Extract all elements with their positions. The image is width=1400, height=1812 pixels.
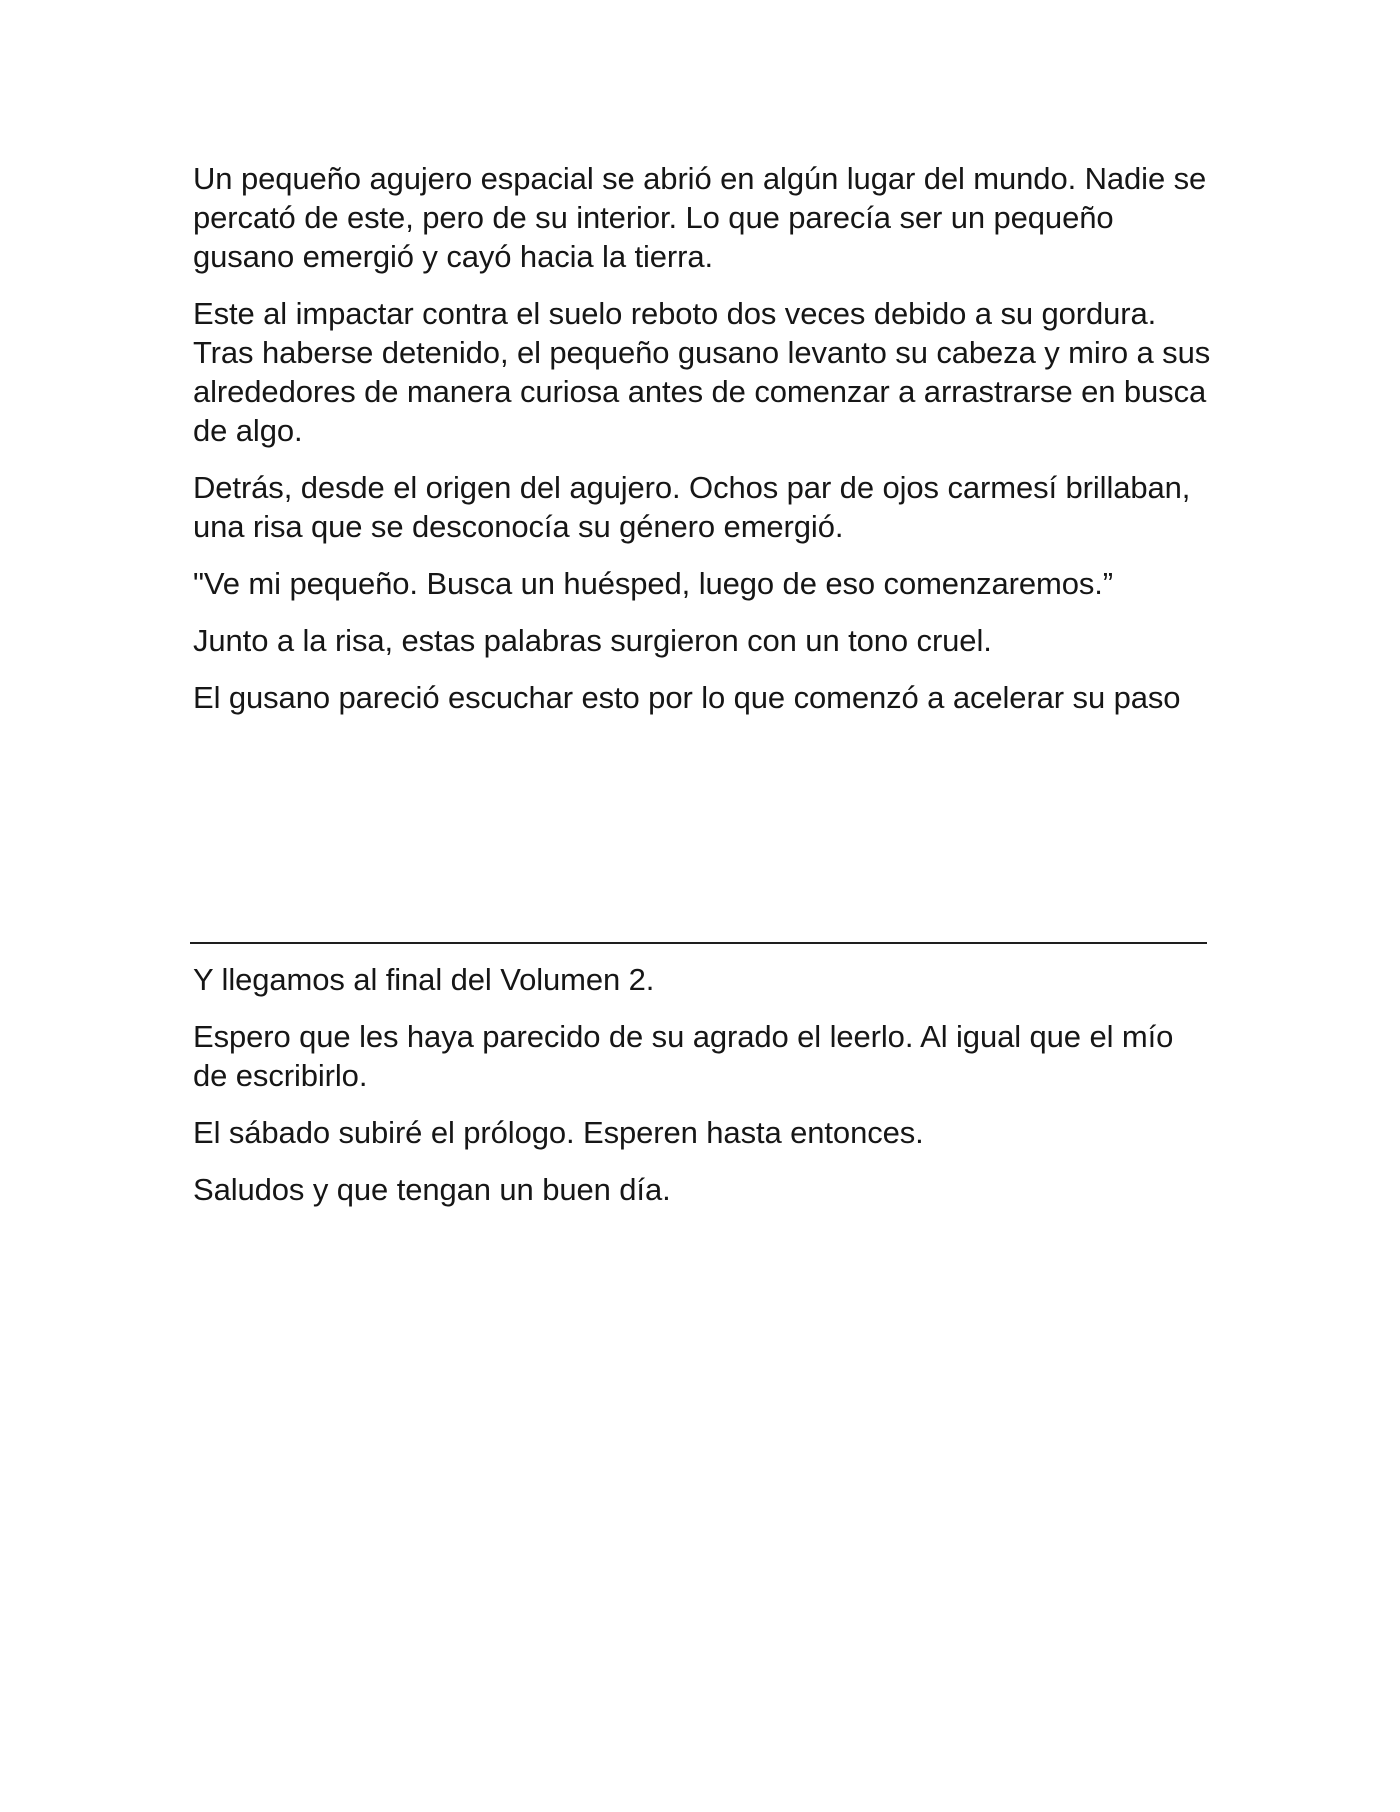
- story-section: [193, 159, 1213, 735]
- author-note-paragraph: Y llegamos al final del Volumen 2.: [193, 962, 655, 997]
- section-divider: [190, 942, 1207, 944]
- story-paragraph: El gusano pareció escuchar esto por lo que comenzó a acelerar su paso: [193, 680, 1181, 715]
- author-note-section: [193, 960, 1213, 1227]
- story-paragraph: "Ve mi pequeño. Busca un huésped, luego de eso comenzaremos.”: [193, 566, 1113, 601]
- story-paragraph: Junto a la risa, estas palabras surgieron con un tono cruel.: [193, 623, 992, 658]
- author-note-paragraph: El sábado subiré el prólogo. Esperen hasta entonces.: [193, 1115, 924, 1150]
- author-note-paragraph: Espero que les haya parecido de su agrado el leerlo. Al igual que el mío de escribirlo.: [193, 1019, 1174, 1093]
- story-paragraph: Un pequeño agujero espacial se abrió en algún lugar del mundo. Nadie se percató de este, pero de su interior. Lo que parecía ser un pequeño gusano emergió y cayó hacia la tierra.: [193, 161, 1207, 274]
- author-note-paragraph: Saludos y que tengan un buen día.: [193, 1172, 671, 1207]
- story-paragraph: Detrás, desde el origen del agujero. Ochos par de ojos carmesí brillaban, una risa que se desconocía su género emergió.: [193, 470, 1191, 544]
- story-paragraph: Este al impactar contra el suelo reboto dos veces debido a su gordura. Tras haberse detenido, el pequeño gusano levanto su cabeza y miro a sus alrededores de manera curiosa antes de comenzar a arrastrarse en busca de algo.: [193, 296, 1211, 448]
